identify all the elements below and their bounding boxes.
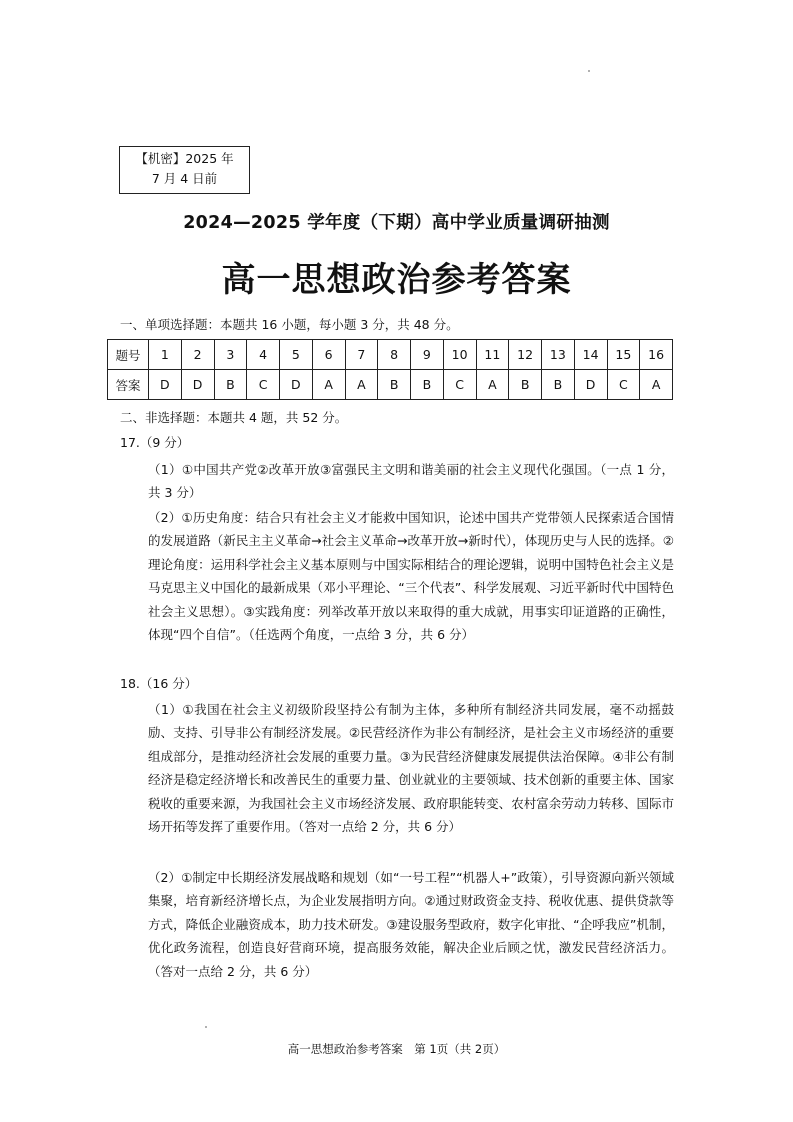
question-number: 3 [214, 340, 247, 370]
answer-cell: D [149, 370, 182, 400]
question-number: 7 [345, 340, 378, 370]
scan-dot [588, 70, 590, 72]
answer-cell: D [181, 370, 214, 400]
answer-cell: C [443, 370, 476, 400]
answer-cell: B [509, 370, 542, 400]
answer-table [107, 339, 673, 400]
question-17-header: 17.（9 分） [120, 435, 190, 450]
question-number: 6 [312, 340, 345, 370]
answer-cell: B [411, 370, 444, 400]
answer-row [108, 370, 673, 400]
question-number-row [108, 340, 673, 370]
question-17-part-1: （1）①中国共产党②改革开放③富强民主文明和谐美丽的社会主义现代化强国。（一点 1 分，共 3 分） [148, 462, 674, 501]
question-number: 9 [411, 340, 444, 370]
answer-cell: A [476, 370, 509, 400]
answer-cell: C [607, 370, 640, 400]
question-number: 11 [476, 340, 509, 370]
answer-cell: A [640, 370, 673, 400]
confidential-line-2: 7 月 4 日前 [151, 171, 218, 186]
row-label-answer: 答案 [108, 370, 149, 400]
question-number: 14 [574, 340, 607, 370]
page-footer: 高一思想政治参考答案 第 1页（共 2页） [287, 1042, 506, 1056]
answer-cell: D [280, 370, 313, 400]
page-title: 高一思想政治参考答案 [221, 260, 572, 300]
question-number: 15 [607, 340, 640, 370]
confidential-line-1: 【机密】2025 年 [135, 151, 234, 166]
question-number: 1 [149, 340, 182, 370]
question-number: 4 [247, 340, 280, 370]
question-number: 13 [542, 340, 575, 370]
answer-cell: A [345, 370, 378, 400]
exam-title: 2024—2025 学年度（下期）高中学业质量调研抽测 [183, 213, 610, 233]
question-number: 8 [378, 340, 411, 370]
row-label-number: 题号 [108, 340, 149, 370]
answer-cell: A [312, 370, 345, 400]
section-2-heading: 二、非选择题：本题共 4 题，共 52 分。 [120, 410, 348, 425]
question-18-part-2: （2）①制定中长期经济发展战略和规划（如“一号工程”“机器人+”政策），引导资源向新兴领域集聚，培育新经济增长点，为企业发展指明方向。②通过财政资金支持、税收优惠、提供贷款等方式，降低企业融资成本，助力技术研发。③建设服务型政府，数字化审批、“企呼我应”机制，优化政务流程，创造良好营商环境，提高服务效能，解决企业后顾之忧，激发民营经济活力。（答对一点给 2 分，共 6 分） [148, 870, 674, 979]
question-18-header: 18.（16 分） [120, 676, 198, 691]
question-18-part-1: （1）①我国在社会主义初级阶段坚持公有制为主体，多种所有制经济共同发展，毫不动摇鼓励、支持、引导非公有制经济发展。②民营经济作为非公有制经济，是社会主义市场经济的重要组成部分，是推动经济社会发展的重要力量。③为民营经济健康发展提供法治保障。④非公有制经济是稳定经济增长和改善民生的重要力量、创业就业的主要领域、技术创新的重要主体、国家税收的重要来源，为我国社会主义市场经济发展、政府职能转变、农村富余劳动力转移、国际市场开拓等发挥了重要作用。（答对一点给 2 分，共 6 分） [148, 702, 674, 835]
section-1-heading: 一、单项选择题：本题共 16 小题，每小题 3 分，共 48 分。 [120, 317, 459, 332]
confidential-label [119, 146, 250, 194]
question-number: 16 [640, 340, 673, 370]
answer-cell: B [378, 370, 411, 400]
answer-cell: B [214, 370, 247, 400]
scan-dot [205, 1026, 207, 1028]
question-number: 12 [509, 340, 542, 370]
answer-cell: C [247, 370, 280, 400]
question-number: 10 [443, 340, 476, 370]
answer-cell: D [574, 370, 607, 400]
question-number: 2 [181, 340, 214, 370]
question-17-part-2: （2）①历史角度：结合只有社会主义才能救中国知识，论述中国共产党带领人民探索适合国情的发展道路（新民主主义革命→社会主义革命→改革开放→新时代），体现历史与人民的选择。②理论角度：运用科学社会主义基本原则与中国实际相结合的理论逻辑，说明中国特色社会主义是马克思主义中国化的最新成果（邓小平理论、“三个代表”、科学发展观、习近平新时代中国特色社会主义思想）。③实践角度：列举改革开放以来取得的重大成就，用事实印证道路的正确性，体现“四个自信”。（任选两个角度，一点给 3 分，共 6 分） [148, 510, 674, 643]
question-number: 5 [280, 340, 313, 370]
answer-cell: B [542, 370, 575, 400]
